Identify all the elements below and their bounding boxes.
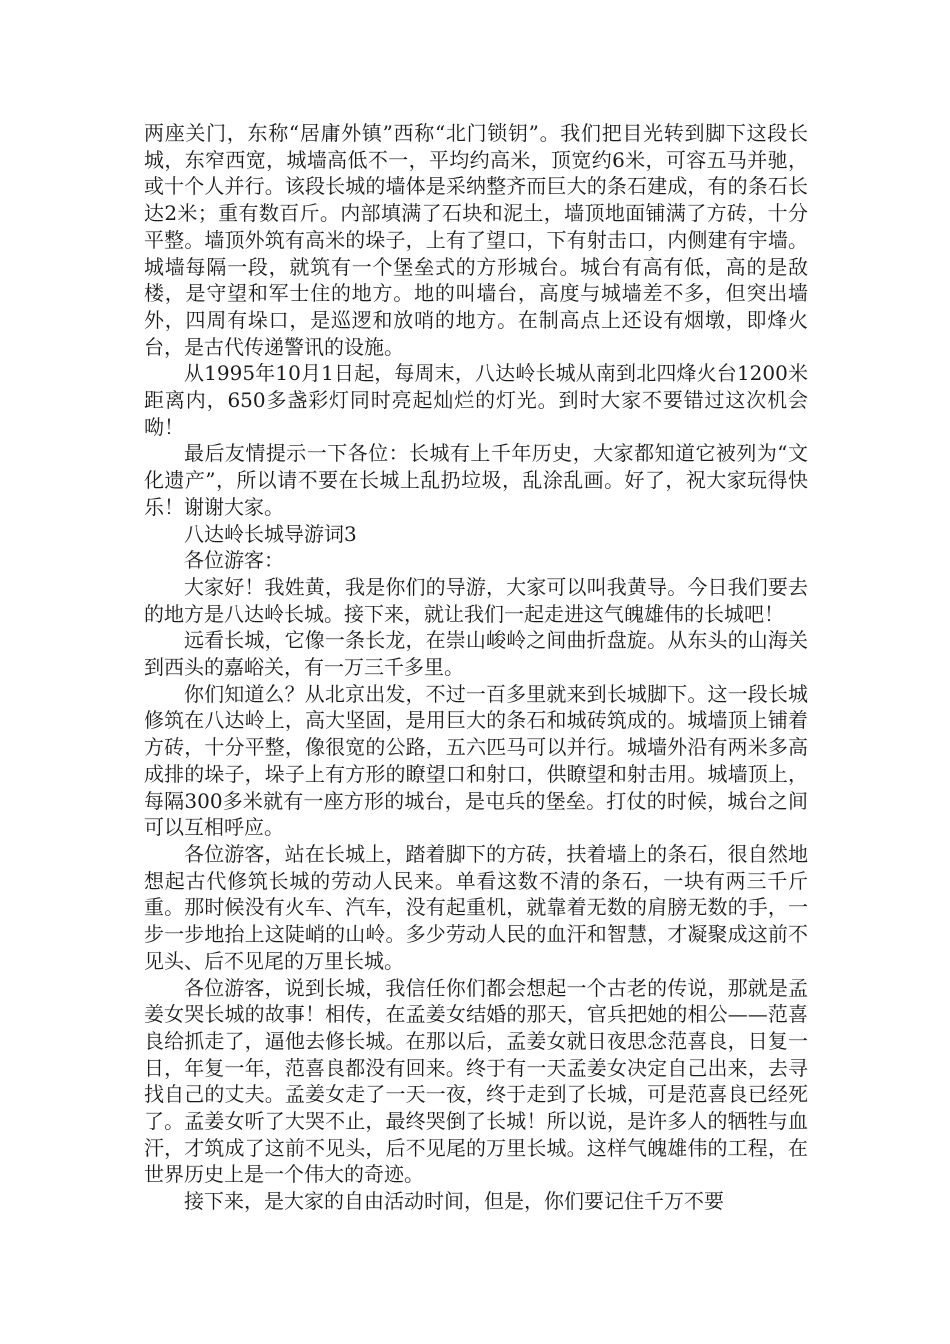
paragraph-lantern-festival: 从1995年10月1日起，每周末，八达岭长城从南到北四烽火台1200米距离内，650多盏彩灯同时亮起灿烂的灯光。到时大家不要错过这次机会呦！ — [144, 361, 808, 439]
paragraph-meng-jiangnu-legend: 各位游客，说到长城，我信任你们都会想起一个古老的传说，那就是孟姜女哭长城的故事！相传，在孟姜女结婚的那天，官兵把她的相公——范喜良给抓走了，逼他去修长城。在那以后，孟姜女就日夜思念范喜良，日复一日，年复一年，范喜良都没有回来。终于有一天孟姜女决定自己出来，去寻找自己的丈夫。孟姜女走了一天一夜，终于走到了长城，可是范喜良已经死了。孟姜女听了大哭不止，最终哭倒了长城！所以说，是许多人的牺牲与血汗，才筑成了这前不见头，后不见尾的万里长城。这样气魄雄伟的工程，在世界历史上是一个伟大的奇迹。 — [144, 975, 808, 1187]
paragraph-laborers: 各位游客，站在长城上，踏着脚下的方砖，扶着墙上的条石，很自然地想起古代修筑长城的劳动人民来。单看这数不清的条石，一块有两三千斤重。那时候没有火车、汽车，没有起重机，就靠着无数的肩膀无数的手，一步一步地抬上这陡峭的山岭。多少劳动人民的血汗和智慧，才凝聚成这前不见头、后不见尾的万里长城。 — [144, 841, 808, 973]
paragraph-friendly-reminder: 最后友情提示一下各位：长城有上千年历史，大家都知道它被列为“文化遗产”，所以请不要在长城上乱扔垃圾，乱涂乱画。好了，祝大家玩得快乐！谢谢大家。 — [144, 441, 808, 519]
paragraph-distant-view: 远看长城，它像一条长龙，在崇山峻岭之间曲折盘旋。从东头的山海关到西头的嘉峪关，有一万三千多里。 — [144, 628, 808, 680]
paragraph-free-time: 接下来，是大家的自由活动时间，但是，你们要记住千万不要 — [184, 1189, 724, 1214]
document-body — [144, 120, 808, 1215]
paragraph-continuation: 两座关门，东称“居庸外镇”西称“北门锁钥”。我们把目光转到脚下这段长城，东窄西宽，城墙高低不一，平均约高米，顶宽约6米，可容五马并驰，或十个人并行。该段长城的墙体是采纳整齐而巨大的条石建成，有的条石长达2米；重有数百斤。内部填满了石块和泥土，墙顶地面铺满了方砖，十分平整。墙顶外筑有高米的垛子，上有了望口，下有射击口，内侧建有宇墙。城墙每隔一段，就筑有一个堡垒式的方形城台。城台有高有低，高的是敌楼，是守望和军士住的地方。地的叫墙台，高度与城墙差不多，但突出墙外，四周有垛口，是巡逻和放哨的地方。在制高点上还设有烟墩，即烽火台，是古代传递警讯的设施。 — [144, 121, 808, 359]
greeting-line: 各位游客： — [184, 548, 284, 573]
paragraph-introduction: 大家好！我姓黄，我是你们的导游，大家可以叫我黄导。今日我们要去的地方是八达岭长城。接下来，就让我们一起走进这气魄雄伟的长城吧！ — [144, 574, 808, 626]
paragraph-wall-structure: 你们知道么？从北京出发，不过一百多里就来到长城脚下。这一段长城修筑在八达岭上，高大坚固，是用巨大的条石和城砖筑成的。城墙顶上铺着方砖，十分平整，像很宽的公路，五六匹马可以并行。城墙外沿有两米多高成排的垛子，垛子上有方形的瞭望口和射口，供瞭望和射击用。城墙顶上，每隔300多米就有一座方形的城台，是屯兵的堡垒。打仗的时候，城台之间可以互相呼应。 — [144, 681, 808, 840]
section-title: 八达岭长城导游词3 — [184, 521, 357, 546]
